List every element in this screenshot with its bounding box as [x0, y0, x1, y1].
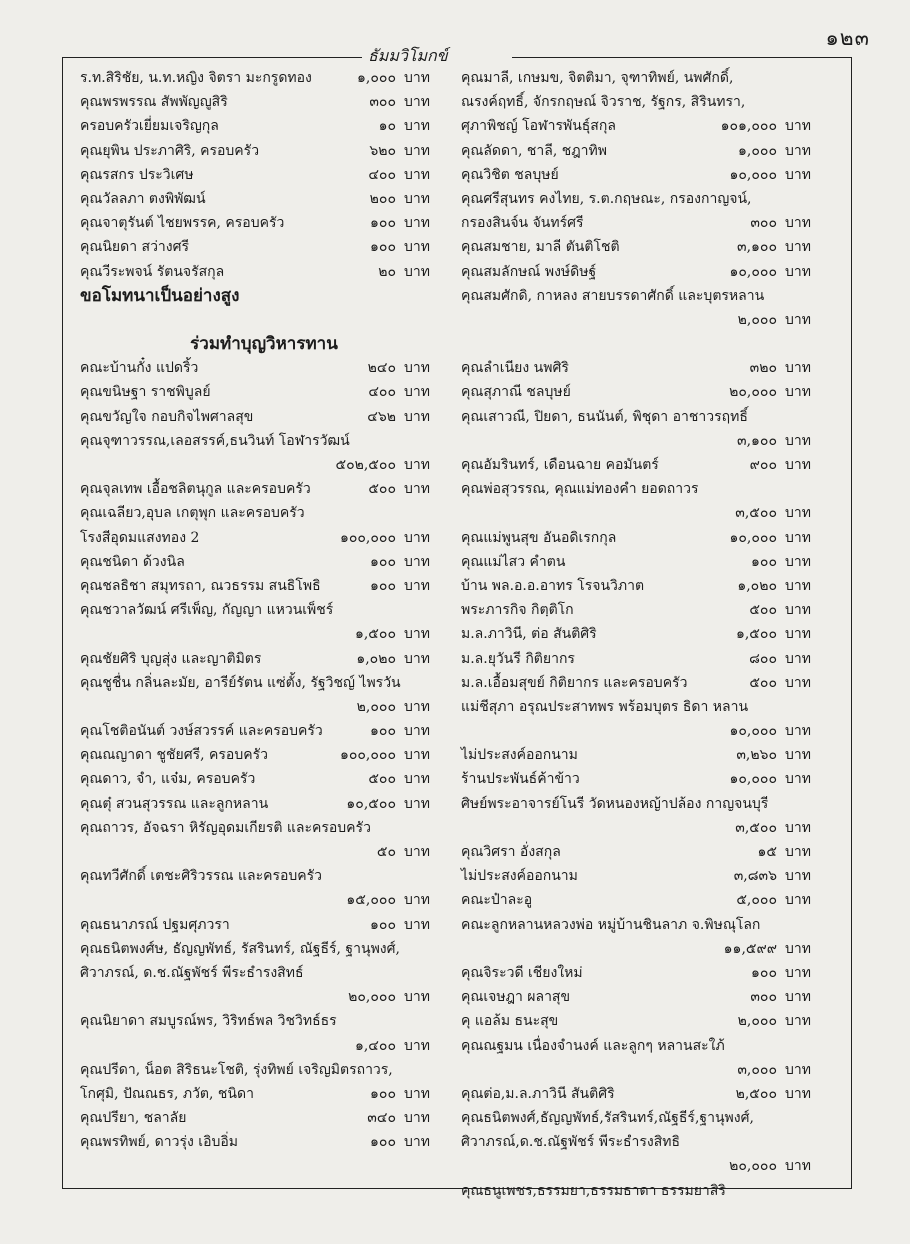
donation-amount: ๒๐,๐๐๐	[729, 384, 777, 401]
donor-row	[80, 1009, 448, 1033]
donor-row	[461, 405, 829, 429]
donor-name: คุณนิยาดา สมบูรณ์พร, วิริทธ์พล วิชวิทธ์ธร	[80, 1013, 337, 1030]
donor-row	[80, 961, 448, 985]
donor-row	[80, 767, 448, 791]
donor-name: คุณยุพิน ประภาศิริ, ครอบครัว	[80, 142, 260, 159]
currency-unit: บาท	[785, 940, 811, 957]
donor-row	[80, 187, 448, 211]
donor-name: ศิษย์พระอาจารย์โนรี วัดหนองหญ้าปล้อง กาญจนบุรี	[461, 795, 769, 812]
currency-unit: บาท	[785, 626, 811, 643]
donor-row	[80, 235, 448, 259]
currency-unit: บาท	[785, 1061, 811, 1078]
donation-amount: ๑๐๐	[370, 215, 396, 232]
donor-row	[80, 1082, 448, 1106]
donor-name: คุ แอล้ม ธนะสุข	[461, 1013, 559, 1030]
section-heading: ขอโมทนาเป็นอย่างสูง	[80, 285, 240, 306]
currency-unit: บาท	[785, 723, 811, 740]
currency-unit: บาท	[404, 795, 430, 812]
donor-row	[80, 429, 448, 453]
donor-row	[80, 1034, 448, 1058]
currency-unit: บาท	[785, 384, 811, 401]
donor-row	[80, 380, 448, 404]
donor-name: คุณปรียา, ชลาลัย	[80, 1110, 187, 1127]
donation-amount: ๑๐๐	[370, 1085, 396, 1102]
donation-amount: ๙๐๐	[749, 457, 777, 473]
donor-name: ศิวาภรณ์,ด.ช.ณัฐพัชร์ พีระธำรงสิทธิ	[461, 1134, 681, 1151]
donor-row	[461, 913, 829, 937]
donor-name: คุณจิระวดี เชียงใหม่	[461, 964, 583, 981]
donor-row	[80, 792, 448, 816]
donor-row	[461, 90, 829, 114]
donor-row	[80, 550, 448, 574]
currency-unit: บาท	[404, 529, 430, 546]
currency-unit: บาท	[785, 1085, 811, 1102]
donor-row	[461, 864, 829, 888]
blank-line	[461, 332, 829, 356]
donor-name: คุณสมศักดิ, กาหลง สายบรรดาศักดิ์ และบุตรหลาน	[461, 287, 765, 304]
donor-name: คุณรสกร ประวิเศษ	[80, 166, 194, 183]
currency-unit: บาท	[404, 70, 430, 86]
donor-name: คุณพรทิพย์, ดาวรุ่ง เอิบอิ่ม	[80, 1134, 238, 1151]
donor-name: ไม่ประสงค์ออกนาม	[461, 747, 578, 764]
currency-unit: บาท	[404, 1110, 430, 1127]
currency-unit: บาท	[785, 529, 811, 546]
currency-unit: บาท	[785, 747, 811, 764]
currency-unit: บาท	[785, 1013, 811, 1030]
donation-amount: ๑๕,๐๐๐	[346, 892, 396, 909]
donation-amount: ๑๐๐	[370, 723, 396, 740]
currency-unit: บาท	[404, 263, 430, 280]
currency-unit: บาท	[785, 602, 811, 619]
donor-name: คุณปรีดา, น็อต สิริธนะโชติ, รุ่งทิพย์ เจริญมิตรถาวร,	[80, 1061, 393, 1078]
currency-unit: บาท	[785, 166, 811, 183]
donor-name: คุณพ่อสุวรรณ, คุณแม่ทองคำ ยอดถาวร	[461, 481, 699, 498]
donor-name: คุณชลธิชา สมุทรถา, ณวธรรม สนธิโพธิ	[80, 577, 321, 594]
donor-row	[80, 90, 448, 114]
currency-unit: บาท	[785, 819, 811, 836]
currency-unit: บาท	[785, 432, 811, 449]
donor-row	[461, 1106, 829, 1130]
donor-row	[80, 260, 448, 284]
currency-unit: บาท	[785, 505, 811, 522]
section-title: ร่วมทำบุญวิหารทาน	[190, 334, 338, 355]
donor-row	[461, 187, 829, 211]
donor-row	[461, 380, 829, 404]
donor-row	[461, 695, 829, 719]
donation-amount: ๒๐	[378, 263, 396, 280]
donor-name: โรงสีอุดมแสงทอง 2	[80, 529, 200, 546]
donor-row	[461, 139, 829, 163]
donor-name: โกศุมิ, ปัณณธร, ภวัต, ชนิดา	[80, 1085, 254, 1102]
donor-row	[461, 1179, 829, 1203]
currency-unit: บาท	[404, 142, 430, 159]
donor-row	[461, 66, 829, 90]
donation-amount: ๕๐๐	[749, 602, 777, 619]
donation-amount: ๑๐๐	[370, 1134, 396, 1151]
left-column	[80, 66, 448, 1154]
donor-name: คุณโชติอนันต์ วงษ์สวรรค์ และครอบครัว	[80, 723, 323, 740]
donor-row	[461, 816, 829, 840]
currency-unit: บาท	[404, 844, 430, 860]
donor-name: คุณชวาลวัฒน์ ศรีเพ็ญ, กัญญา แหวนเพ็ชร์	[80, 602, 334, 619]
donor-row	[461, 647, 829, 671]
donation-amount: ๑๐๐	[370, 916, 396, 933]
donor-row	[461, 429, 829, 453]
currency-unit: บาท	[404, 626, 430, 643]
donor-name: คุณวิศรา อั่งสกุล	[461, 844, 561, 860]
donor-row	[80, 840, 448, 864]
donor-row	[80, 453, 448, 477]
donation-amount: ๓,๕๐๐	[735, 819, 777, 836]
donor-name: กรองสินจ์น จันทร์ศรี	[461, 215, 584, 232]
donor-name: คณะลูกหลานหลวงพ่อ หมู่บ้านชินลาภ จ.พิษณุโลก	[461, 916, 761, 933]
donor-row	[461, 1082, 829, 1106]
donor-name: คุณจุลเทพ เอื้อชลิตนุกูล และครอบครัว	[80, 481, 311, 498]
donation-amount: ๕๐๐	[368, 771, 396, 788]
donation-amount: ๑,๐๒๐	[737, 577, 777, 594]
donation-amount: ๕๐๒,๕๐๐	[335, 457, 396, 473]
donor-name: คุณต่อ,ม.ล.ภาวินี สันติศิริ	[461, 1085, 615, 1102]
donor-row	[80, 139, 448, 163]
page-number: ๑๒๓	[825, 26, 870, 50]
donor-row	[461, 211, 829, 235]
currency-unit: บาท	[404, 771, 430, 788]
donation-amount: ๑๐,๐๐๐	[729, 166, 777, 183]
donor-row	[80, 647, 448, 671]
currency-unit: บาท	[785, 868, 811, 885]
donation-amount: ๑,๕๐๐	[735, 626, 777, 643]
currency-unit: บาท	[785, 844, 811, 860]
page-title: ธัมมวิโมกข์	[368, 46, 448, 65]
currency-unit: บาท	[404, 118, 430, 135]
blank-line	[80, 308, 448, 332]
donation-amount: ๑๐๑,๐๐๐	[720, 118, 777, 135]
donation-amount: ๑๐,๐๐๐	[729, 529, 777, 546]
donor-row	[80, 985, 448, 1009]
donation-amount: ๑๐,๐๐๐	[729, 771, 777, 788]
currency-unit: บาท	[404, 360, 430, 377]
donation-amount: ๑๐,๐๐๐	[729, 723, 777, 740]
donor-name: พระภารกิจ กิตฺติโก	[461, 602, 574, 619]
donor-name: คุณแม่พูนสุข อันอดิเรกกุล	[461, 529, 617, 546]
currency-unit: บาท	[404, 1085, 430, 1102]
currency-unit: บาท	[404, 747, 430, 764]
donor-name: คุณเฉลียว,อุบล เกตุพุก และครอบครัว	[80, 505, 305, 522]
currency-unit: บาท	[785, 989, 811, 1006]
donor-name: คุณวิชิต ชลบุษย์	[461, 166, 559, 183]
donor-name: ร.ท.สิริชัย, น.ท.หญิง จิตรา มะกรูดทอง	[80, 70, 312, 86]
currency-unit: บาท	[404, 577, 430, 594]
donation-amount: ๓๐๐	[369, 94, 396, 111]
donor-row	[80, 1106, 448, 1130]
currency-unit: บาท	[785, 142, 811, 159]
donation-amount: ๕๐๐	[368, 481, 396, 498]
donor-row	[461, 985, 829, 1009]
donor-row	[80, 501, 448, 525]
donor-row	[461, 622, 829, 646]
donation-amount: ๑๐	[378, 118, 396, 135]
donor-name: คุณธนูเพชร,ธรรมยา,ธรรมธาดา ธรรมยาสิริ	[461, 1182, 726, 1199]
donor-row	[461, 1034, 829, 1058]
donor-row	[461, 284, 829, 308]
donation-amount: ๑๐๐,๐๐๐	[339, 747, 396, 764]
donor-row	[461, 1130, 829, 1154]
donor-row	[461, 453, 829, 477]
donor-name: ร้านประพันธ์ค้าข้าว	[461, 771, 580, 788]
donor-row	[80, 1058, 448, 1082]
currency-unit: บาท	[404, 916, 430, 933]
donor-row	[461, 114, 829, 138]
donor-name: คุณถาวร, อัจฉรา หิรัญอุดมเกียรติ และครอบครัว	[80, 819, 371, 836]
donation-amount: ๑,๐๒๐	[356, 650, 396, 667]
donor-row	[80, 477, 448, 501]
donor-name: แม่ชีสุภา อรุณประสาทพร พร้อมบุตร ธิดา หลาน	[461, 698, 749, 715]
donor-row	[80, 114, 448, 138]
donation-amount: ๑๐๐	[370, 239, 396, 256]
currency-unit: บาท	[785, 263, 811, 280]
donor-row	[461, 163, 829, 187]
donation-amount: ๔๖๒	[367, 408, 396, 425]
donor-name: คุณแม่ไสว คำตน	[461, 553, 566, 570]
donor-name: คุณเจษฎา ผลาสุข	[461, 989, 571, 1006]
donor-name: ศุภาพิชญ์ โอฬารพันธุ์สกุล	[461, 118, 616, 135]
currency-unit: บาท	[404, 553, 430, 570]
donor-row	[461, 719, 829, 743]
donor-row	[80, 622, 448, 646]
donation-amount: ๓๐๐	[750, 215, 777, 232]
donation-amount: ๒,๐๐๐	[737, 311, 777, 328]
currency-unit: บาท	[404, 166, 430, 183]
currency-unit: บาท	[785, 457, 811, 473]
donation-amount: ๓,๘๓๖	[733, 868, 777, 885]
donor-name: คุณดาว, จำ, แจ๋ม, ครอบครัว	[80, 771, 256, 788]
currency-unit: บาท	[785, 311, 811, 328]
donor-name: คุณธนาภรณ์ ปฐมศุภวรา	[80, 916, 230, 933]
donation-amount: ๑๐,๐๐๐	[729, 263, 777, 280]
currency-unit: บาท	[785, 674, 811, 691]
donation-amount: ๘๐๐	[749, 650, 777, 667]
currency-unit: บาท	[404, 215, 430, 232]
currency-unit: บาท	[404, 239, 430, 256]
donor-name: คุณวัลลภา ตงพิพัฒน์	[80, 190, 206, 207]
currency-unit: บาท	[404, 190, 430, 207]
donation-amount: ๓,๑๐๐	[737, 239, 777, 256]
donor-name: ณรงค์ฤทธิ์, จักรกฤษณ์ จิวราช, รัฐกร, สิรินทรา,	[461, 94, 746, 111]
right-column	[461, 66, 829, 1203]
donor-row	[461, 574, 829, 598]
donor-name: คุณสมชาย, มาลี ตันติโชติ	[461, 239, 620, 256]
donor-row	[461, 308, 829, 332]
donor-row	[80, 937, 448, 961]
currency-unit: บาท	[404, 1037, 430, 1054]
donation-amount: ๑,๔๐๐	[354, 1037, 396, 1054]
donation-amount: ๕,๐๐๐	[736, 892, 777, 909]
donation-amount: ๑๐๐,๐๐๐	[339, 529, 396, 546]
donor-name: คุณเสาวณี, ปิยดา, ธนนันต์, พิชุดา อาชาวรฤทธิ์	[461, 408, 748, 425]
donor-name: ม.ล.ภาวินี, ต่อ สันติศิริ	[461, 626, 597, 643]
donor-row	[461, 501, 829, 525]
currency-unit: บาท	[785, 650, 811, 667]
donor-row	[461, 961, 829, 985]
donation-amount: ๑๐๐	[370, 577, 396, 594]
donor-row	[461, 1154, 829, 1178]
currency-unit: บาท	[404, 481, 430, 498]
currency-unit: บาท	[785, 118, 811, 135]
donor-row	[461, 1058, 829, 1082]
donation-amount: ๕๐	[376, 844, 396, 860]
donation-amount: ๑,๕๐๐	[354, 626, 396, 643]
donor-row	[80, 743, 448, 767]
donor-name: คุณจาตุรันต์ ไชยพรรค, ครอบครัว	[80, 215, 285, 232]
donor-name: คุณชัยศิริ บุญสุ่ง และญาติมิตร	[80, 650, 262, 667]
donation-amount: ๓,๒๖๐	[736, 747, 777, 764]
donor-row	[461, 937, 829, 961]
donor-name: คุณนิยดา สว่างศรี	[80, 239, 190, 256]
donation-amount: ๓๔๐	[367, 1110, 396, 1127]
donation-amount: ๒๐,๐๐๐	[729, 1158, 777, 1175]
donor-name: ม.ล.ยุวันรี กิติยากร	[461, 650, 575, 667]
donor-row	[461, 743, 829, 767]
donor-row	[80, 526, 448, 550]
donation-amount: ๓๒๐	[749, 360, 777, 377]
currency-unit: บาท	[404, 457, 430, 473]
donor-row	[80, 913, 448, 937]
donor-row	[461, 356, 829, 380]
donor-row	[80, 671, 448, 695]
donor-name: คุณลำเนียง นพศิริ	[461, 360, 569, 377]
donation-amount: ๕๐๐	[749, 674, 777, 691]
currency-unit: บาท	[404, 94, 430, 111]
donor-name: คุณมาลี, เกษมข, จิตติมา, จุฑาทิพย์, นพศักดิ์,	[461, 70, 734, 86]
donor-row	[80, 864, 448, 888]
donor-name: ศิวาภรณ์, ด.ช.ณัฐพัชร์ พีระธำรงสิทธ์	[80, 964, 304, 981]
currency-unit: บาท	[404, 408, 430, 425]
donor-name: ไม่ประสงค์ออกนาม	[461, 868, 578, 885]
donor-row	[80, 574, 448, 598]
donation-amount: ๑,๐๐๐	[357, 70, 396, 86]
donor-row	[461, 767, 829, 791]
donor-name: คุณศรีสุนทร คงไทย, ร.ต.กฤษณะ, กรองกาญจน์,	[461, 190, 752, 207]
currency-unit: บาท	[404, 384, 430, 401]
donor-row	[461, 235, 829, 259]
donor-name: คุณตุ๋ สวนสุวรรณ และลูกหลาน	[80, 795, 269, 812]
donor-row	[80, 163, 448, 187]
donor-name: บ้าน พล.อ.อ.อาทร โรจนวิภาต	[461, 577, 645, 594]
donation-amount: ๒,๐๐๐	[737, 1013, 777, 1030]
donor-row	[80, 66, 448, 90]
currency-unit: บาท	[785, 215, 811, 232]
donor-name: คุณพรพรรณ สัพพัญญูสิริ	[80, 94, 228, 111]
donor-name: คุณทวีศักดิ์ เตชะศิริวรรณ และครอบครัว	[80, 868, 323, 885]
currency-unit: บาท	[404, 1134, 430, 1151]
donor-name: คุณจุฑาวรรณ,เลอสรรค์,ธนวินท์ โอฬารวัฒน์	[80, 432, 350, 449]
donor-name: คุณขนิษฐา ราชพิบูลย์	[80, 384, 211, 401]
donor-name: คุณณฐมน เนื่องจำนงค์ และลูกๆ หลานสะใภ้	[461, 1037, 725, 1054]
donor-name: คุณสุภาณี ชลบุษย์	[461, 384, 571, 401]
currency-unit: บาท	[404, 650, 430, 667]
donor-row	[80, 695, 448, 719]
donor-name: คุณอัมรินทร์, เดือนฉาย คอมันตร์	[461, 457, 659, 473]
donor-row	[80, 1130, 448, 1154]
donation-amount: ๒๔๐	[367, 360, 396, 377]
donor-row	[461, 792, 829, 816]
donor-row	[80, 816, 448, 840]
donor-name: ครอบครัวเยี่ยมเจริญกุล	[80, 118, 219, 135]
donor-name: คุณชนิดา ด้วงนิล	[80, 553, 185, 570]
donation-amount: ๑๐,๕๐๐	[346, 795, 396, 812]
donation-amount: ๓,๕๐๐	[735, 505, 777, 522]
donor-name: คุณธนิตพงศ์,ธัญญพัทธ์,รัสรินทร์,ณัฐธีร์,ฐานุพงศ์,	[461, 1110, 754, 1127]
donor-name: คุณธนิตพงศ์ษ, ธัญญพัทธ์, รัสรินทร์, ณัฐธีร์, ฐานุพงศ์,	[80, 940, 400, 957]
donor-name: คุณลัดดา, ชาลี, ชฎาทิพ	[461, 142, 607, 159]
donation-amount: ๑๕	[757, 844, 777, 860]
currency-unit: บาท	[404, 892, 430, 909]
donor-row	[461, 550, 829, 574]
donor-row	[80, 405, 448, 429]
donor-name: คุณชูชื่น กลิ่นละมัย, อารีย์รัตน แซ่ตั้ง, รัฐวิชญ์ ไพรวัน	[80, 674, 401, 691]
donor-row	[80, 888, 448, 912]
currency-unit: บาท	[785, 360, 811, 377]
donation-amount: ๑๑,๕๙๙	[723, 940, 777, 957]
donation-amount: ๓,๑๐๐	[737, 432, 777, 449]
donation-amount: ๓,๐๐๐	[737, 1061, 777, 1078]
donor-name: คณะบ้านกั๋ง แปดริ้ว	[80, 360, 199, 377]
currency-unit: บาท	[404, 989, 430, 1006]
currency-unit: บาท	[785, 577, 811, 594]
donation-amount: ๔๐๐	[368, 384, 396, 401]
donor-name: คุณวีระพจน์ รัตนจรัสกุล	[80, 263, 225, 280]
currency-unit: บาท	[785, 964, 811, 981]
donor-row	[80, 356, 448, 380]
donor-row	[461, 598, 829, 622]
donor-row	[461, 477, 829, 501]
donor-row	[80, 598, 448, 622]
donation-amount: ๖๒๐	[369, 142, 396, 159]
currency-unit: บาท	[785, 1158, 811, 1175]
donor-name: คุณขวัญใจ กอบกิจไพศาลสุข	[80, 408, 254, 425]
donor-row	[461, 526, 829, 550]
donor-name: คุณสมลักษณ์ พงษ์ดิษฐ์	[461, 263, 597, 280]
donation-amount: ๒๐,๐๐๐	[348, 989, 396, 1006]
currency-unit: บาท	[785, 892, 811, 909]
currency-unit: บาท	[404, 723, 430, 740]
donor-row	[461, 260, 829, 284]
donation-amount: ๑๐๐	[751, 553, 777, 570]
donation-amount: ๓๐๐	[750, 989, 777, 1006]
donation-amount: ๑๐๐	[751, 964, 777, 981]
donor-row	[80, 211, 448, 235]
currency-unit: บาท	[785, 771, 811, 788]
donation-amount: ๒,๕๐๐	[735, 1085, 777, 1102]
donor-row	[461, 840, 829, 864]
donation-amount: ๔๐๐	[368, 166, 396, 183]
donation-amount: ๒๐๐	[369, 190, 396, 207]
donation-amount: ๑,๐๐๐	[738, 142, 777, 159]
currency-unit: บาท	[404, 698, 430, 715]
donor-row	[80, 719, 448, 743]
donor-row	[461, 671, 829, 695]
donor-name: คุณณญาดา ชูชัยศรี, ครอบครัว	[80, 747, 268, 764]
donation-amount: ๒,๐๐๐	[356, 698, 396, 715]
donor-name: ม.ล.เอื้อมสุขย์ กิติยากร และครอบครัว	[461, 674, 688, 691]
donor-row	[461, 888, 829, 912]
currency-unit: บาท	[785, 239, 811, 256]
currency-unit: บาท	[785, 553, 811, 570]
donation-amount: ๑๐๐	[370, 553, 396, 570]
donor-row	[461, 1009, 829, 1033]
donor-name: คณะป๋าละอู	[461, 892, 533, 909]
